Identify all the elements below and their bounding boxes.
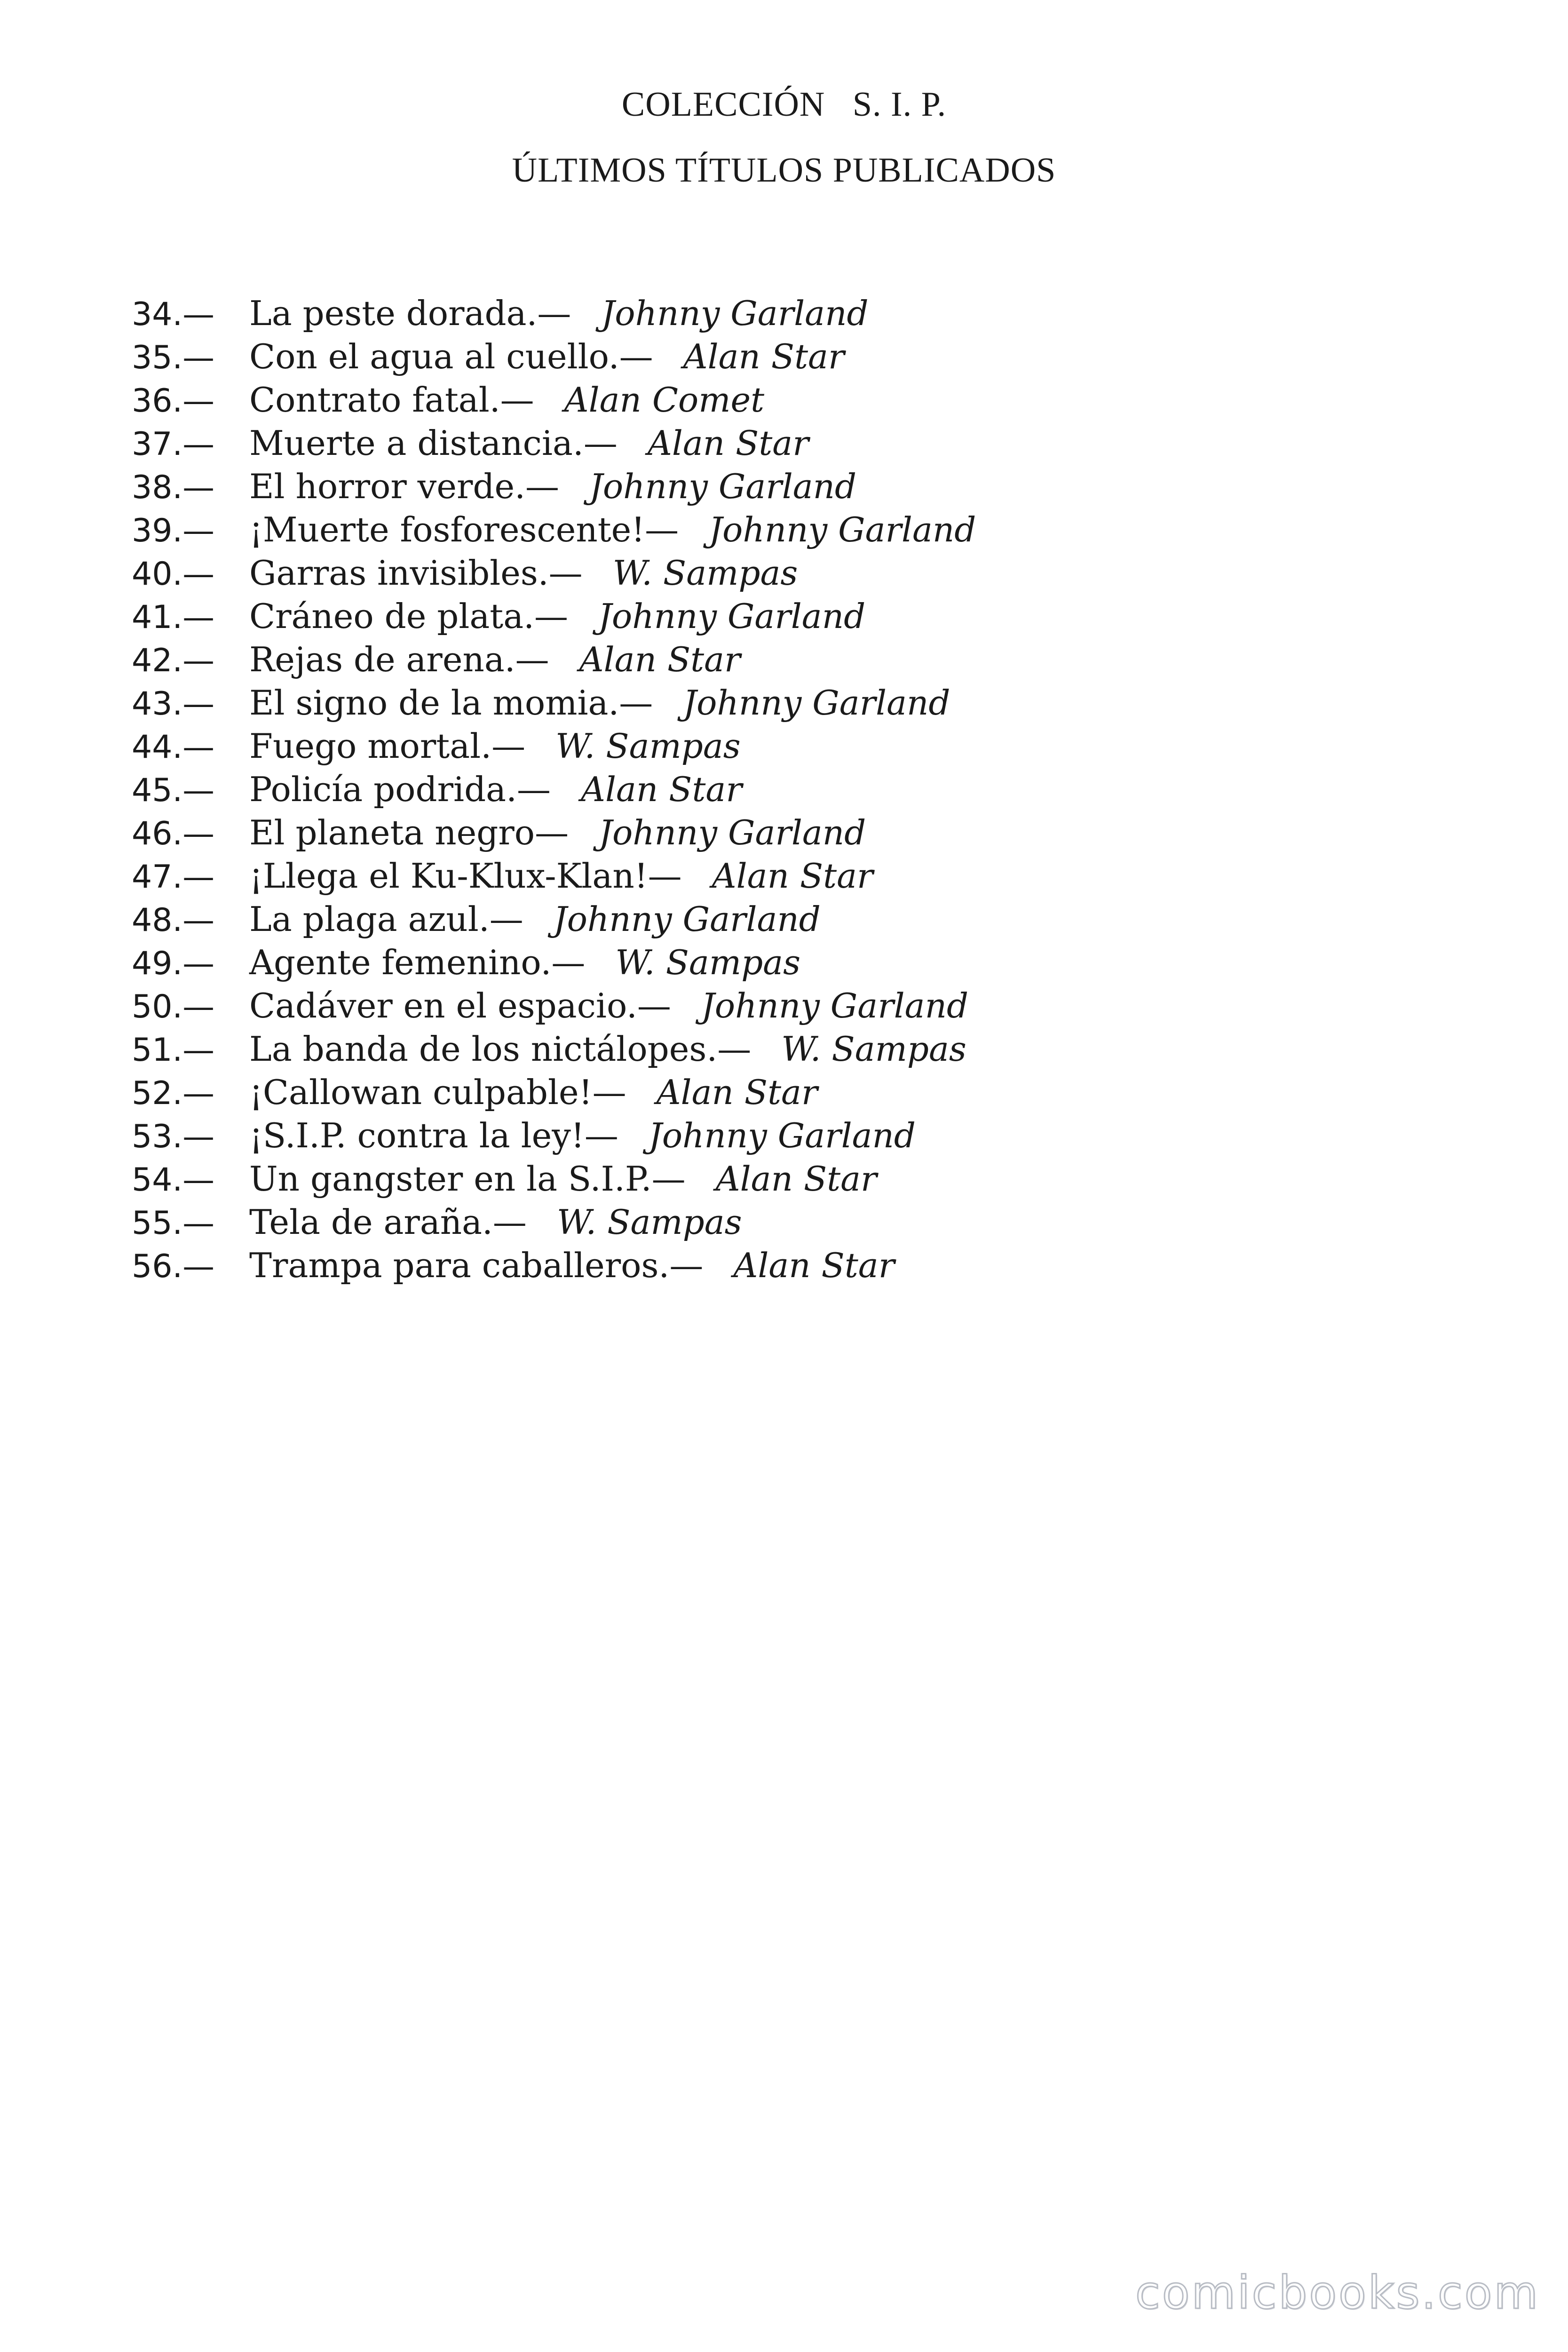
book-title: La banda de los nictálopes.— (249, 1029, 752, 1069)
list-item (132, 335, 1496, 378)
book-title: Un gangster en la S.I.P.— (249, 1159, 686, 1199)
book-title: ¡Muerte fosforescente!— (249, 510, 679, 549)
book-title: ¡Callowan culpable!— (249, 1073, 626, 1112)
book-author: Alan Star (656, 1073, 818, 1112)
book-author: Johnny Garland (648, 1116, 916, 1155)
book-title: ¡S.I.P. contra la ley!— (249, 1116, 618, 1155)
list-item (132, 1027, 1496, 1071)
book-title: Garras invisibles.— (249, 553, 583, 593)
book-title: Cráneo de plata.— (249, 596, 569, 636)
book-title: Trampa para caballeros.— (249, 1246, 704, 1285)
list-item (132, 508, 1496, 551)
book-author: W. Sampas (612, 553, 798, 593)
book-author: Alan Star (683, 337, 845, 376)
book-author: Alan Star (712, 856, 873, 896)
list-item (132, 1244, 1496, 1287)
book-author: Johnny Garland (709, 510, 976, 549)
title-number: 43.— (132, 685, 215, 723)
book-title: Policía podrida.— (249, 770, 551, 809)
book-author: Alan Comet (564, 380, 765, 420)
title-number: 46.— (132, 815, 215, 852)
book-author: Johnny Garland (598, 596, 866, 636)
book-author: W. Sampas (781, 1029, 966, 1069)
book-author: W. Sampas (615, 943, 801, 982)
list-item (132, 1114, 1496, 1157)
book-title: La plaga azul.— (249, 899, 523, 939)
title-number: 36.— (132, 382, 215, 420)
book-author: Johnny Garland (599, 813, 866, 852)
title-number: 47.— (132, 858, 215, 896)
list-item (132, 465, 1496, 508)
title-number: 50.— (132, 988, 215, 1025)
title-number: 39.— (132, 512, 215, 549)
book-author: Johnny Garland (601, 294, 869, 333)
book-title: Rejas de arena.— (249, 640, 549, 679)
title-number: 35.— (132, 339, 215, 376)
book-title: Muerte a distancia.— (249, 423, 618, 463)
title-number: 34.— (132, 296, 215, 333)
title-number: 44.— (132, 729, 215, 766)
book-title: Fuego mortal.— (249, 726, 526, 766)
list-item (132, 984, 1496, 1027)
list-item (132, 681, 1496, 724)
list-item (132, 768, 1496, 811)
title-number: 55.— (132, 1205, 215, 1242)
book-title: Agente femenino.— (249, 943, 586, 982)
title-number: 52.— (132, 1075, 215, 1112)
book-author: Alan Star (647, 423, 809, 463)
title-number: 53.— (132, 1118, 215, 1155)
title-number: 41.— (132, 599, 215, 636)
title-number: 49.— (132, 945, 215, 982)
collection-heading: COLECCIÓN S. I. P. (621, 85, 947, 124)
book-author: Alan Star (715, 1159, 877, 1199)
book-author: Johnny Garland (683, 683, 950, 723)
book-author: Johnny Garland (553, 899, 821, 939)
list-item (132, 1157, 1496, 1200)
list-item (132, 724, 1496, 768)
book-author: Johnny Garland (589, 467, 857, 506)
list-item (132, 1200, 1496, 1244)
list-item (132, 551, 1496, 595)
book-title: El planeta negro— (249, 813, 569, 852)
title-number: 51.— (132, 1032, 215, 1069)
list-item (132, 638, 1496, 681)
title-number: 42.— (132, 642, 215, 679)
list-item (132, 898, 1496, 941)
title-number: 40.— (132, 556, 215, 593)
book-author: Alan Star (733, 1246, 895, 1285)
list-item (132, 1071, 1496, 1114)
list-item (132, 941, 1496, 984)
title-number: 48.— (132, 902, 215, 939)
list-item (132, 595, 1496, 638)
list-item (132, 811, 1496, 854)
title-number: 45.— (132, 772, 215, 809)
book-title: Tela de araña.— (249, 1202, 527, 1242)
book-title: La peste dorada.— (249, 294, 571, 333)
book-author: W. Sampas (556, 1202, 742, 1242)
list-item (132, 378, 1496, 421)
book-title: Con el agua al cuello.— (249, 337, 653, 376)
book-title: Contrato fatal.— (249, 380, 534, 420)
book-title: Cadáver en el espacio.— (249, 986, 671, 1025)
title-number: 37.— (132, 426, 215, 463)
published-titles-list (132, 292, 1496, 1287)
list-item (132, 421, 1496, 465)
title-number: 38.— (132, 469, 215, 506)
book-title: El signo de la momia.— (249, 683, 653, 723)
book-title: El horror verde.— (249, 467, 559, 506)
title-number: 56.— (132, 1248, 215, 1285)
book-author: W. Sampas (555, 726, 741, 766)
section-heading: ÚLTIMOS TÍTULOS PUBLICADOS (512, 151, 1056, 190)
book-title: ¡Llega el Ku-Klux-Klan!— (249, 856, 682, 896)
list-item (132, 854, 1496, 898)
title-number: 54.— (132, 1161, 215, 1199)
site-watermark: comicbooks.com (1135, 2266, 1540, 2319)
list-item (132, 292, 1496, 335)
book-author: Alan Star (580, 770, 742, 809)
book-author: Alan Star (579, 640, 741, 679)
book-author: Johnny Garland (701, 986, 969, 1025)
